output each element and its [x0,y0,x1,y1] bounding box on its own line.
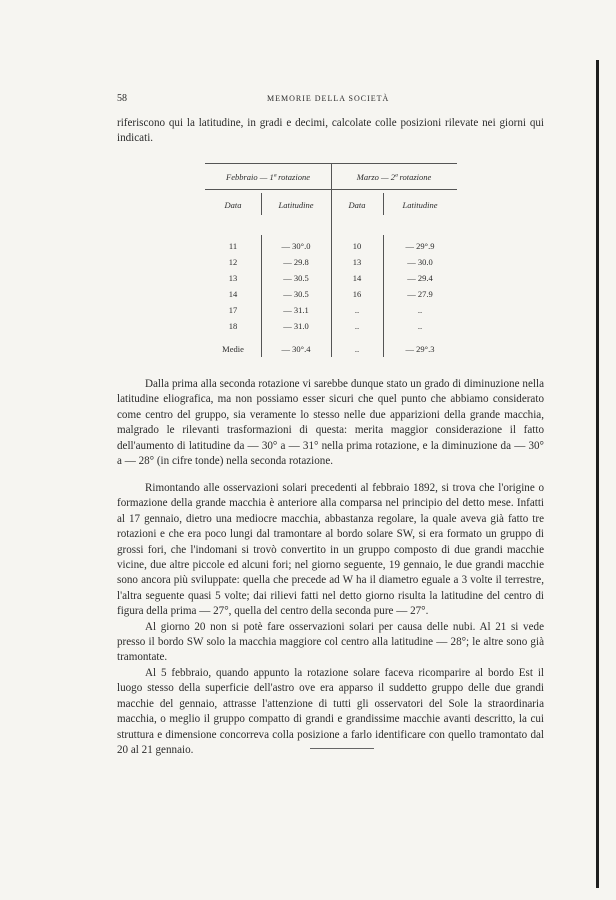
paragraph-block-2 [117,481,544,758]
group-header-march: Marzo — 2ª rotazione [356,172,432,182]
row-cell: — 29.4 [407,273,433,283]
intro-text: riferiscono qui la latitudine, in gradi e decimi, calcolate colle posizioni rilevate nei giorni qui indicati. [117,117,544,145]
body-paragraph: Al giorno 20 non si potè fare osservazioni solari per causa delle nubi. Al 21 si vede presso il bordo SW solo la macchia maggiore col centro alla latitudine — 28°; le altre sono già tramontate. [117,620,544,664]
col-header-latitudine-2: Latitudine [402,200,438,210]
col-header-latitudine-1: Latitudine [278,200,314,210]
means-cell: .. [354,344,360,354]
row-cell: — 31.0 [283,321,309,331]
binding-mark [596,880,599,888]
row-cell: — 30.5 [283,273,309,283]
row-cell: — 30.5 [283,289,309,299]
means-cell: — 29°.3 [405,344,435,354]
row-cell: — 31.1 [283,305,309,315]
row-cell: 11 [228,241,238,251]
end-rule [310,748,374,749]
row-cell: 13 [352,257,362,267]
page-header [117,93,544,107]
running-title: MEMORIE DELLA SOCIETÀ [267,94,390,103]
means-label: Medie [222,344,244,354]
row-cell: — 29°.9 [405,241,435,251]
row-cell: — 29.8 [283,257,309,267]
row-cell: — 30°.0 [281,241,311,251]
row-cell: — 27.9 [407,289,433,299]
paragraph-block-1 [117,377,544,469]
row-cell: 10 [352,241,362,251]
row-cell: .. [354,305,360,315]
group-header-february: Febbraio — 1ª rotazione [226,172,310,182]
body-paragraph: Dalla prima alla seconda rotazione vi sarebbe dunque stato un grado di diminuzione nella latitudine eliografica, ma non possiamo esser sicuri che quel punto che abbiamo considerato come centro del gruppo, sia veramente lo stesso nelle due apparizioni della grande macchia, malgrado le rilevanti trasformazioni di questa: merita maggior considerazione il fatto dell'aumento di latitudine da — 30° a — 31° nella prima rotazione, e la diminuzione da — 30° a — 28° (in cifre tonde) nella seconda rotazione. [117,378,544,468]
row-cell: 14 [228,289,238,299]
latitude-table [205,163,457,363]
page-number: 58 [117,93,127,104]
col-header-data-2: Data [348,200,366,210]
row-cell: 13 [228,273,238,283]
row-cell: .. [354,321,360,331]
row-cell: 16 [352,289,362,299]
body-paragraph: Al 5 febbraio, quando appunto la rotazione solare faceva ricomparire al bordo Est il luogo stesso della superficie dell'astro ove era apparso il suddetto gruppo delle due grandi macchie del gennaio, attrasse l'attenzione di tutti gli osservatori del Sole la straordinaria macchia, o meglio il gruppo compatto di grandi e grandissime macchie avanti descritto, la cui struttura e dimensione concorreva colla posizione a farlo identificare con quello tramontato dal 20 al 21 gennaio. [117,666,544,756]
row-cell: .. [417,305,423,315]
intro-paragraph [117,116,544,147]
row-cell: 12 [228,257,238,267]
body-paragraph: Rimontando alle osservazioni solari precedenti al febbraio 1892, si trova che l'origine o formazione della grande macchia è anteriore alla comparsa nel principio del detto mese. Infatti al 17 gennaio, dietro una mediocre macchia, abbastanza regolare, la quale aveva già fatto tre rotazioni e che era poco lungi dal tramontare al bordo solare SW, si era formato un gruppo di grossi fori, che l'indomani si trovò convertito in un gruppo composto di due grandi macchie vicine, due altre piccole ed alcuni fori; nel giorno seguente, 19 gennaio, le due grandi macchie sono ancora più sviluppate: quella che precede ad W ha il diametro eguale a 3 volte il terrestre, l'altra seguente quasi 5 volte; dai rilievi fatti nel detto giorno risulta la latitudine del centro di figura della prima — 27°, quella del centro della seconda pure — 27°. [117,482,544,618]
row-cell: .. [417,321,423,331]
means-cell: — 30°.4 [281,344,311,354]
row-cell: 17 [228,305,238,315]
col-header-data-1: Data [224,200,242,210]
group-divider [331,163,332,189]
row-cell: 18 [228,321,238,331]
row-cell: — 30.0 [407,257,433,267]
binding-edge [596,60,599,880]
row-cell: 14 [352,273,362,283]
